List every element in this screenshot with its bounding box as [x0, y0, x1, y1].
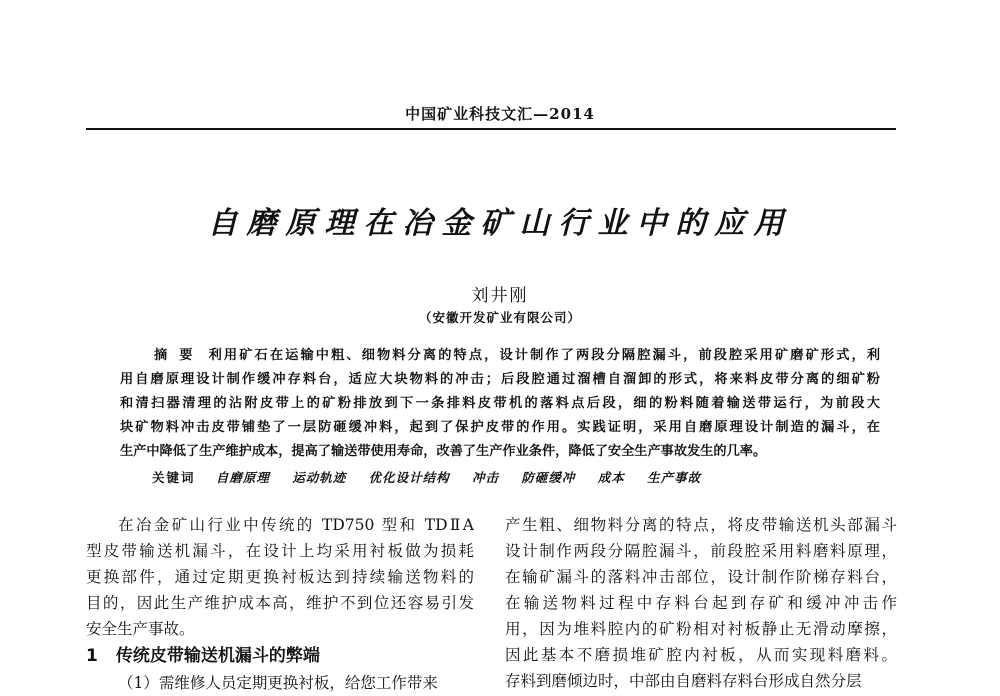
author-name: 刘井刚	[471, 286, 529, 306]
keyword: 冲击	[472, 470, 500, 485]
body-line: 在冶金矿山行业中传统的 TD750 型和 TDⅡA	[118, 516, 474, 534]
body-line-cut: 存料到磨倾边时，中部由自磨料存料台形成自然分层	[505, 672, 862, 690]
abstract-line	[120, 344, 880, 368]
keyword: 防砸缓冲	[521, 470, 576, 485]
keyword: 生产事故	[647, 470, 702, 485]
header-rule	[86, 128, 896, 130]
paper-title: 自磨原理在冶金矿山行业中的应用	[207, 206, 793, 241]
abstract-line: 用自磨原理设计制作缓冲存料台，适应大块物料的冲击；后段腔通过溜槽自溜卸的形式，将来料皮带分离的细矿粉	[120, 372, 880, 387]
body-line-cut: （1）需维修人员定期更换衬板，给您工作带来	[118, 674, 438, 692]
abstract-label: 摘要	[154, 348, 205, 363]
body-line: 安全生产事故。	[86, 620, 195, 638]
journal-header: 中国矿业科技文汇—2014	[405, 105, 595, 123]
keyword: 运动轨迹	[292, 470, 347, 485]
body-line: 在输矿漏斗的落料冲击部位，设计制作阶梯存料台，	[505, 568, 897, 586]
body-column-right	[505, 512, 897, 694]
body-line: 在输送物料过程中存料台起到存矿和缓冲冲击作	[505, 594, 897, 612]
abstract-line: 和清扫器清理的沾附皮带上的矿粉排放到下一条排料皮带机的落料点后段，细的粉料随着输送带运行，为前段大	[120, 396, 880, 411]
section-title: 传统皮带输送机漏斗的弊端	[115, 646, 320, 666]
keyword: 优化设计结构	[368, 470, 450, 485]
body-line: 产生粗、细物料分离的特点，将皮带输送机头部漏斗	[505, 516, 897, 534]
abstract-text: 利用矿石在运输中粗、细物料分离的特点，设计制作了两段分隔腔漏斗，前段腔采用矿磨矿形式，利	[208, 348, 880, 363]
keywords-label: 关键词	[152, 470, 196, 485]
abstract-block	[120, 344, 880, 464]
keywords-row	[152, 468, 719, 486]
body-line: 型皮带输送机漏斗，在设计上均采用衬板做为损耗	[86, 542, 474, 560]
abstract-line: 生产中降低了生产维护成本，提高了输送带使用寿命，改善了生产作业条件，降低了安全生产事故发生的几率。	[120, 444, 767, 459]
keyword: 自磨原理	[215, 470, 270, 485]
body-line: 目的，因此生产维护成本高，维护不到位还容易引发	[86, 594, 474, 612]
body-line: 因此基本不磨损堆矿腔内衬板，从而实现料磨料。	[505, 646, 897, 664]
author-affiliation: （安徽开发矿业有限公司）	[418, 310, 581, 325]
section-number: 1	[86, 646, 98, 666]
body-line: 更换部件，通过定期更换衬板达到持续输送物料的	[86, 568, 474, 586]
section-heading	[86, 642, 474, 670]
abstract-line: 块矿物料冲击皮带铺垫了一层防砸缓冲料，起到了保护皮带的作用。实践证明，采用自磨原理设计制造的漏斗，在	[120, 420, 880, 435]
body-line: 用，因为堆料腔内的矿粉相对衬板静止无滑动摩擦，	[505, 620, 897, 638]
keyword: 成本	[597, 470, 625, 485]
body-line: 设计制作两段分隔腔漏斗，前段腔采用料磨料原理，	[505, 542, 897, 560]
body-column-left	[86, 512, 474, 696]
